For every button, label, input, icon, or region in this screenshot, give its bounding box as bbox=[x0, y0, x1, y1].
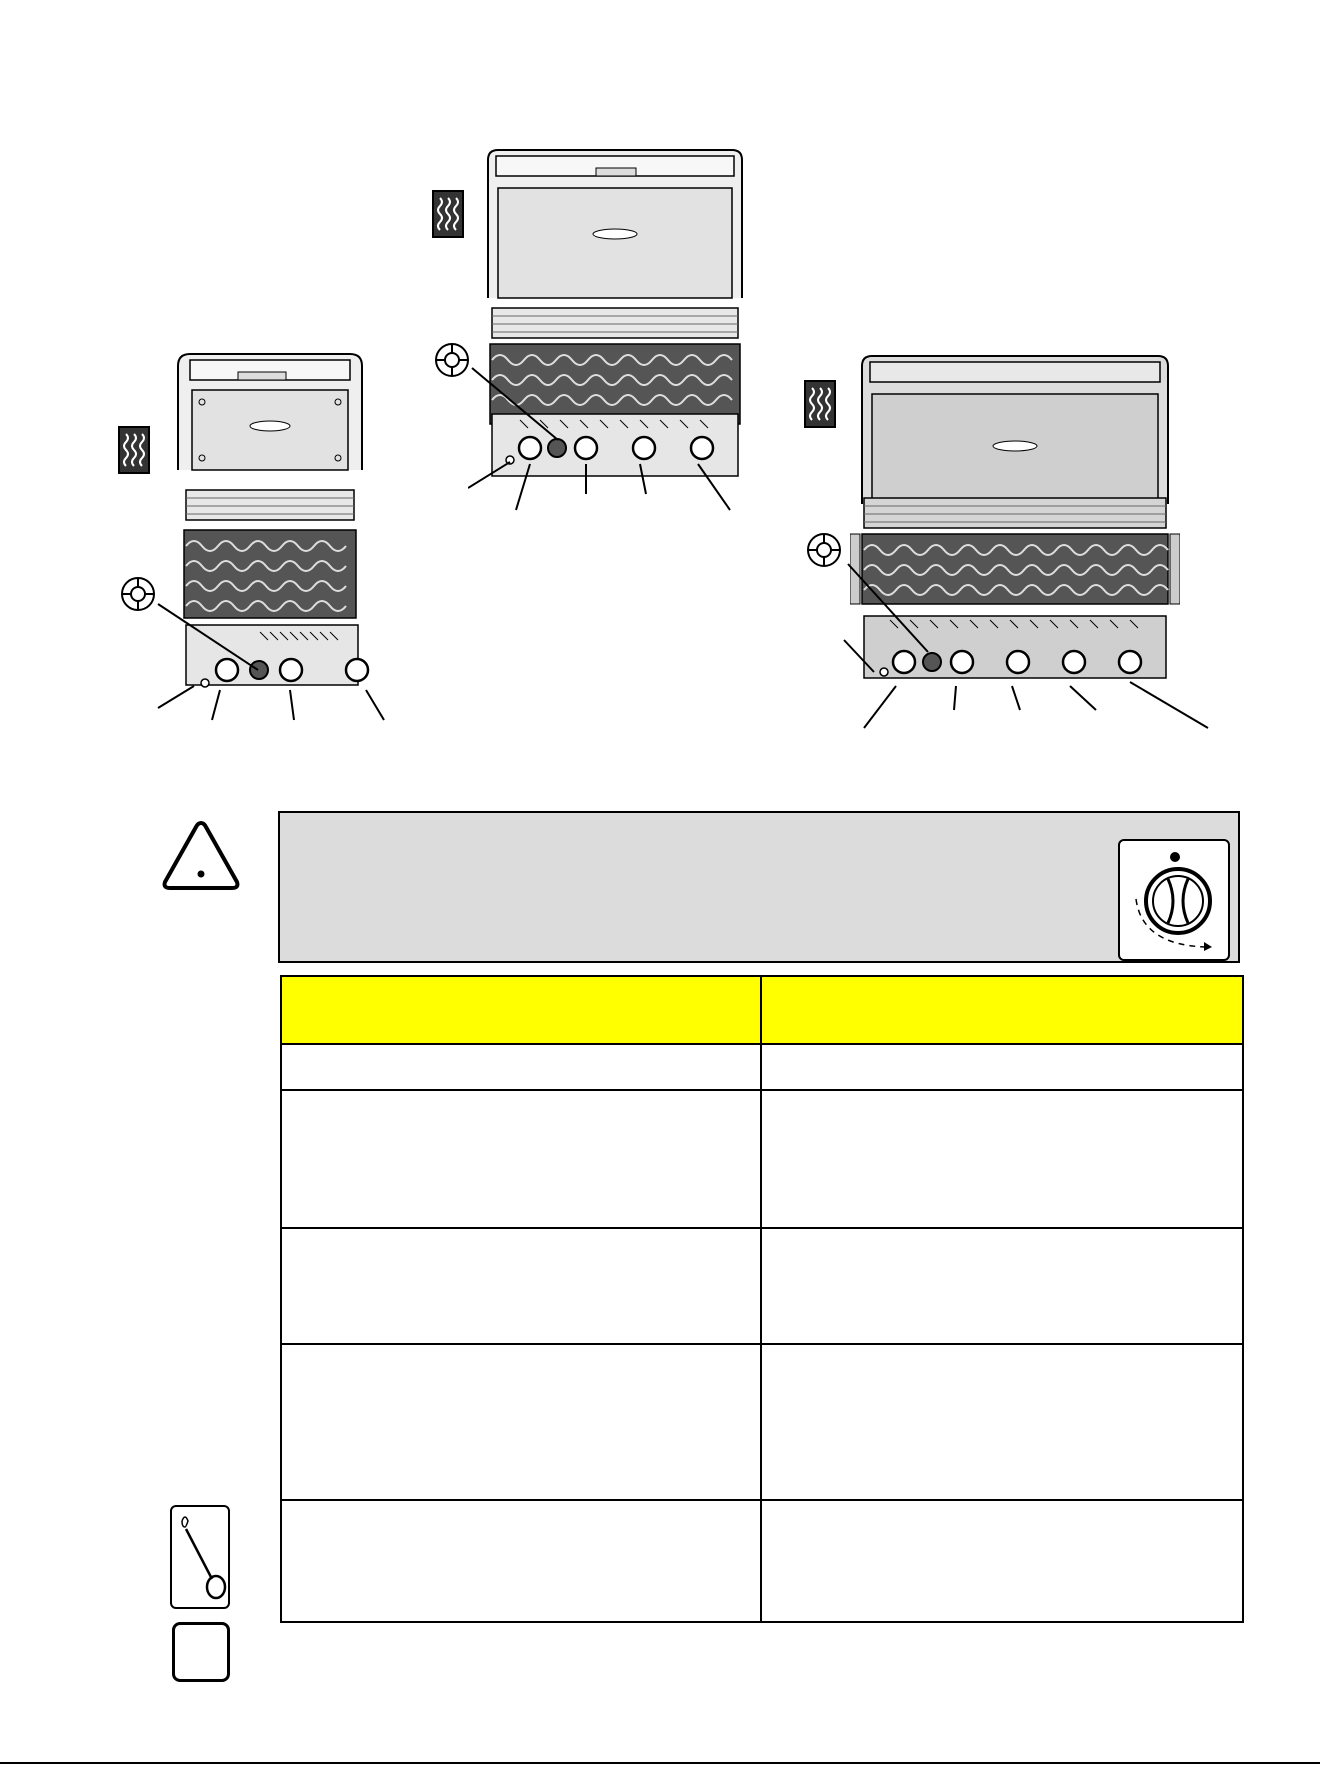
searing-zone-icon bbox=[804, 380, 836, 433]
table-cell bbox=[761, 1228, 1243, 1344]
table-cell bbox=[761, 1090, 1243, 1228]
table-cell bbox=[761, 1500, 1243, 1622]
table-header-cell bbox=[761, 976, 1243, 1044]
table-row bbox=[281, 1044, 1243, 1090]
table-cell bbox=[281, 1090, 761, 1228]
table-cell bbox=[761, 1044, 1243, 1090]
table-row bbox=[281, 1344, 1243, 1500]
match-holder-icon bbox=[170, 1505, 230, 1609]
control-knob-icon bbox=[1120, 841, 1228, 959]
table-header-row bbox=[281, 976, 1243, 1044]
table-header-cell bbox=[281, 976, 761, 1044]
leader-lines-grill-3 bbox=[840, 560, 1220, 730]
warning-icon bbox=[160, 818, 242, 897]
table-row bbox=[281, 1228, 1243, 1344]
searing-zone-icon bbox=[432, 190, 464, 243]
table-cell bbox=[281, 1044, 761, 1090]
rotisserie-burner-icon bbox=[432, 340, 472, 385]
table-row bbox=[281, 1090, 1243, 1228]
table-cell bbox=[281, 1500, 761, 1622]
table-cell bbox=[281, 1344, 761, 1500]
control-knob-icon-box bbox=[1118, 839, 1230, 961]
warning-box bbox=[278, 811, 1240, 963]
table-cell bbox=[281, 1228, 761, 1344]
leader-lines-grill-2 bbox=[468, 364, 748, 514]
leader-lines-grill-1 bbox=[150, 598, 410, 728]
footer-rule bbox=[0, 1762, 1320, 1764]
searing-zone-icon bbox=[118, 426, 150, 479]
procedure-table bbox=[280, 975, 1244, 1623]
table-row bbox=[281, 1500, 1243, 1622]
table-cell bbox=[761, 1344, 1243, 1500]
info-box-icon bbox=[172, 1622, 230, 1682]
rotisserie-burner-icon bbox=[804, 530, 844, 575]
